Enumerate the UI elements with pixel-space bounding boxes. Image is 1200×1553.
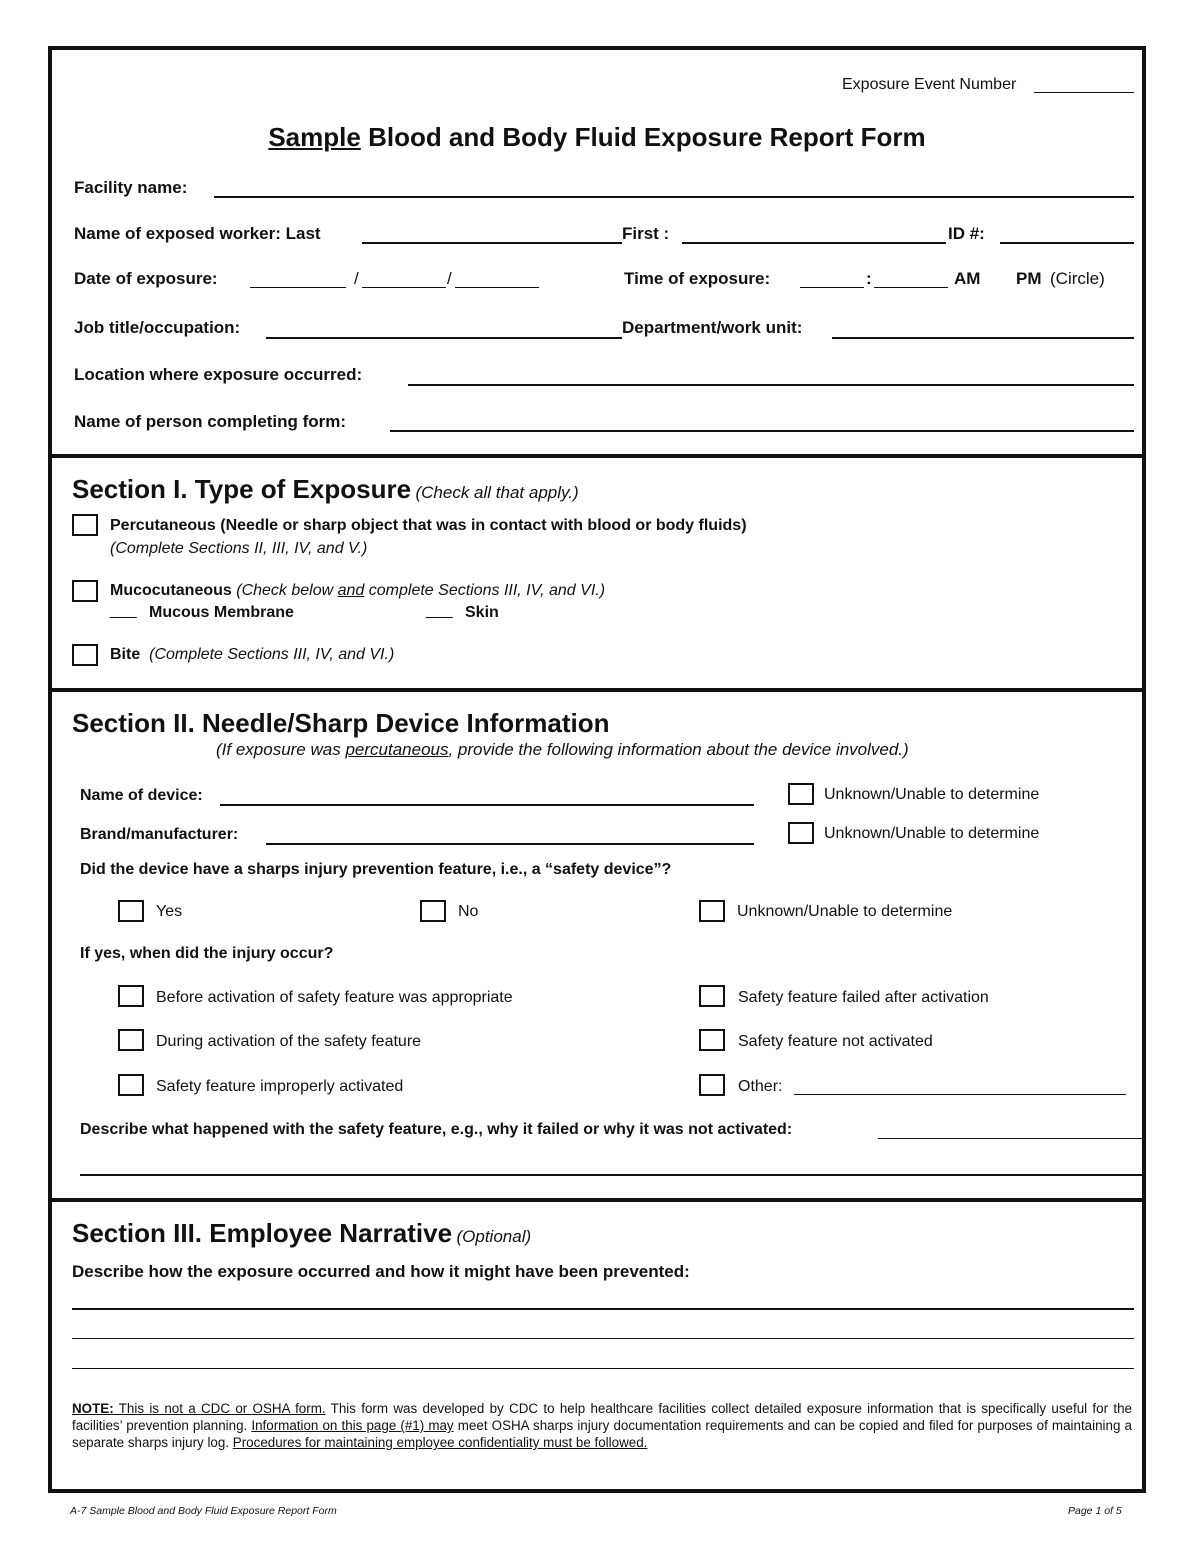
worker-last-input[interactable] xyxy=(362,242,622,244)
unknown-safety-checkbox[interactable] xyxy=(699,900,725,922)
note-text-2: meet OSHA sharps injury documentation requirements and can be copied and filed for purposes of maintaining a separate sharps injury log. xyxy=(72,1418,1132,1450)
brand-label: Brand/manufacturer: xyxy=(80,826,239,843)
note-underlined-1: This is not a CDC or OSHA form. xyxy=(113,1401,326,1416)
report-form xyxy=(48,46,1146,1493)
am-option[interactable]: AM xyxy=(954,269,981,288)
unknown-brand-label: Unknown/Unable to determine xyxy=(824,825,1040,842)
worker-last-label: Name of exposed worker: Last xyxy=(74,224,321,243)
skin-label: Skin xyxy=(465,604,499,621)
percutaneous-label: Percutaneous (Needle or sharp object that was in contact with blood or body fluids) xyxy=(110,517,747,534)
section2-sub-underlined: percutaneous xyxy=(345,740,449,759)
date-year-input[interactable] xyxy=(455,287,539,288)
no-label: No xyxy=(458,903,479,920)
other-checkbox[interactable] xyxy=(699,1074,725,1096)
section1-subtitle: (Check all that apply.) xyxy=(415,483,579,502)
mucocutaneous-label: Mucocutaneous xyxy=(110,582,232,599)
unknown-device-label: Unknown/Unable to determine xyxy=(824,786,1040,803)
event-number-input[interactable] xyxy=(1034,92,1134,93)
brand-input[interactable] xyxy=(266,843,754,845)
not-activated-label: Safety feature not activated xyxy=(738,1033,933,1050)
unknown-safety-label: Unknown/Unable to determine xyxy=(737,903,953,920)
skin-blank[interactable]: ___ xyxy=(426,602,453,619)
title-underlined: Sample xyxy=(268,122,361,152)
narrative-line-3[interactable] xyxy=(72,1368,1134,1369)
other-input[interactable] xyxy=(794,1094,1126,1095)
during-activation-checkbox[interactable] xyxy=(118,1029,144,1051)
note-underlined-3: Procedures for maintaining employee confidentiality must be followed. xyxy=(232,1435,648,1450)
failed-after-activation-label: Safety feature failed after activation xyxy=(738,989,989,1006)
note-underlined-2: Information on this page (#1) may xyxy=(251,1418,454,1433)
dept-label: Department/work unit: xyxy=(622,318,803,337)
mucous-membrane-label: Mucous Membrane xyxy=(149,604,294,621)
bite-checkbox[interactable] xyxy=(72,644,98,666)
note-text-1: This form was developed by CDC to help healthcare facilities collect detailed exposure information that is specifically useful for the facilities’ prevention planning. xyxy=(72,1401,1132,1433)
location-label: Location where exposure occurred: xyxy=(74,365,363,384)
job-label: Job title/occupation: xyxy=(74,318,241,337)
describe-safety-label: Describe what happened with the safety feature, e.g., why it failed or why it was not activated: xyxy=(80,1121,793,1138)
section3-title: Section III. Employee Narrative xyxy=(72,1218,453,1248)
no-checkbox[interactable] xyxy=(420,900,446,922)
improperly-activated-label: Safety feature improperly activated xyxy=(156,1078,404,1095)
section-divider xyxy=(52,454,1142,458)
disclaimer-note xyxy=(72,1400,1132,1451)
date-separator: / xyxy=(447,269,452,288)
mucocutaneous-checkbox[interactable] xyxy=(72,580,98,602)
narrative-prompt: Describe how the exposure occurred and how it might have been prevented: xyxy=(72,1262,690,1281)
footer-page-number: Page 1 of 5 xyxy=(1068,1505,1122,1517)
failed-after-activation-checkbox[interactable] xyxy=(699,985,725,1007)
device-name-input[interactable] xyxy=(220,804,754,806)
injury-timing-question: If yes, when did the injury occur? xyxy=(80,945,334,962)
other-label: Other: xyxy=(738,1078,783,1095)
unknown-brand-checkbox[interactable] xyxy=(788,822,814,844)
time-hour-input[interactable] xyxy=(800,287,864,288)
improperly-activated-checkbox[interactable] xyxy=(118,1074,144,1096)
section2-sub-a: (If exposure was xyxy=(216,740,346,759)
percutaneous-checkbox[interactable] xyxy=(72,514,98,536)
worker-id-input[interactable] xyxy=(1000,242,1134,244)
narrative-line-2[interactable] xyxy=(72,1338,1134,1339)
mucocutaneous-line xyxy=(110,582,605,600)
section2-subtitle xyxy=(216,740,909,760)
footer-form-name: A-7 Sample Blood and Body Fluid Exposure Report Form xyxy=(70,1505,337,1517)
location-input[interactable] xyxy=(408,384,1134,386)
date-day-input[interactable] xyxy=(362,287,446,288)
section2-title: Section II. Needle/Sharp Device Information xyxy=(72,708,610,738)
circle-instruction: (Circle) xyxy=(1050,269,1105,288)
date-month-input[interactable] xyxy=(250,287,346,288)
percutaneous-note: (Complete Sections II, III, IV, and V.) xyxy=(110,540,368,557)
note-label: NOTE: xyxy=(72,1401,114,1416)
page-title xyxy=(52,122,1142,153)
describe-safety-input-line2[interactable] xyxy=(80,1174,1142,1176)
mucous-blank[interactable]: ___ xyxy=(110,602,137,619)
title-rest: Blood and Body Fluid Exposure Report Form xyxy=(360,122,926,152)
facility-input[interactable] xyxy=(214,196,1134,198)
pm-option[interactable]: PM xyxy=(1016,269,1042,288)
worker-first-input[interactable] xyxy=(682,242,946,244)
bite-note: (Complete Sections III, IV, and VI.) xyxy=(149,646,395,663)
yes-label: Yes xyxy=(156,903,183,920)
job-input[interactable] xyxy=(266,337,622,339)
time-label: Time of exposure: xyxy=(624,269,771,288)
muco-note-b: complete Sections III, IV, and VI.) xyxy=(364,582,606,599)
bite-line xyxy=(110,646,394,664)
completer-input[interactable] xyxy=(390,430,1134,432)
time-separator: : xyxy=(866,269,872,288)
worker-first-label: First : xyxy=(622,224,670,243)
section1-title: Section I. Type of Exposure xyxy=(72,474,412,504)
date-separator: / xyxy=(354,269,359,288)
section2-sub-b: , provide the following information about the device involved.) xyxy=(448,740,909,759)
completer-label: Name of person completing form: xyxy=(74,412,347,431)
describe-safety-input[interactable] xyxy=(878,1138,1142,1139)
device-name-label: Name of device: xyxy=(80,787,203,804)
bite-label: Bite xyxy=(110,646,141,663)
not-activated-checkbox[interactable] xyxy=(699,1029,725,1051)
date-label: Date of exposure: xyxy=(74,269,218,288)
muco-note-a: (Check below xyxy=(236,582,338,599)
dept-input[interactable] xyxy=(832,337,1134,339)
narrative-line-1[interactable] xyxy=(72,1308,1134,1310)
yes-checkbox[interactable] xyxy=(118,900,144,922)
muco-note-and: and xyxy=(337,582,365,599)
time-minute-input[interactable] xyxy=(874,287,948,288)
section-divider xyxy=(52,688,1142,692)
section1-heading xyxy=(72,474,579,505)
section3-heading xyxy=(72,1218,531,1249)
during-activation-label: During activation of the safety feature xyxy=(156,1033,422,1050)
section3-optional: (Optional) xyxy=(456,1227,532,1246)
safety-device-question: Did the device have a sharps injury prevention feature, i.e., a “safety device”? xyxy=(80,861,672,878)
section-divider xyxy=(52,1198,1142,1202)
facility-label: Facility name: xyxy=(74,178,188,197)
event-number-label: Exposure Event Number xyxy=(842,76,1017,93)
worker-id-label: ID #: xyxy=(948,224,985,243)
before-activation-label: Before activation of safety feature was appropriate xyxy=(156,989,513,1006)
unknown-device-checkbox[interactable] xyxy=(788,783,814,805)
before-activation-checkbox[interactable] xyxy=(118,985,144,1007)
